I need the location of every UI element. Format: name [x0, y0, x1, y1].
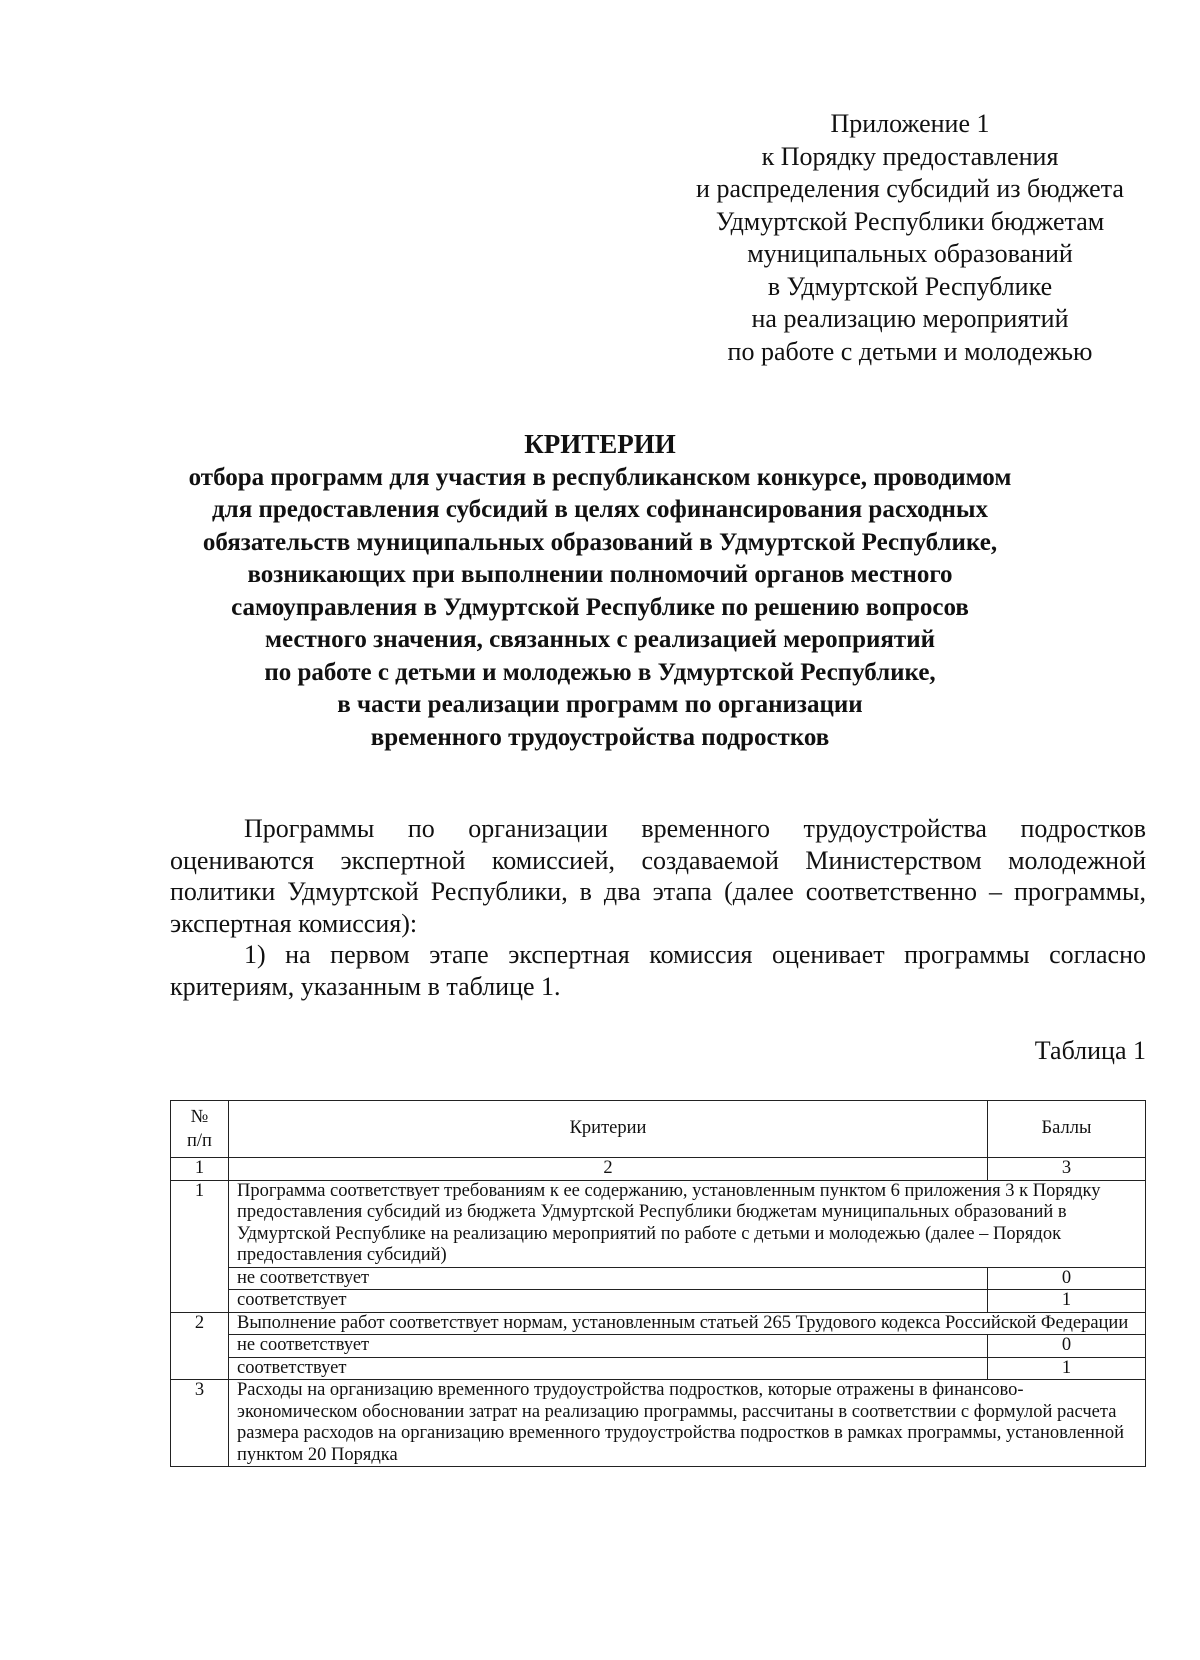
- appendix-line: на реализацию мероприятий: [751, 304, 1069, 333]
- criterion-text: Выполнение работ соответствует нормам, установленным статьей 265 Трудового кодекса Российской Федерации: [229, 1312, 1146, 1335]
- criterion-text: Программа соответствует требованиям к ее содержанию, установленным пунктом 6 приложения 3 к Порядку предоставления субсидий из бюджета Удмуртской Республики бюджетам муниципальных образований в Удмуртской Республике на реализацию мероприятий по работе с детьми и молодежью (далее – Порядок предоставления субсидий): [229, 1180, 1146, 1267]
- table-option-row: [171, 1290, 1146, 1313]
- appendix-block: [660, 108, 1160, 368]
- index-cell-points: 3: [988, 1158, 1146, 1181]
- heading-subtitle-line: отбора программ для участия в республиканском конкурсе, проводимом: [188, 463, 1012, 491]
- body-text: [170, 813, 1146, 1002]
- option-label: соответствует: [229, 1290, 988, 1313]
- option-label: не соответствует: [229, 1267, 988, 1290]
- body-paragraph-1: Программы по организации временного трудоустройства подростков оцениваются экспертной комиссией, создаваемой Министерством молодежной политики Удмуртской Республики, в два этапа (далее соответственно – программы, экспертная комиссия):: [170, 814, 1146, 938]
- heading-subtitle-line: возникающих при выполнении полномочий органов местного: [247, 561, 953, 588]
- appendix-line: по работе с детьми и молодежью: [727, 336, 1093, 366]
- table-index-row: [171, 1158, 1146, 1181]
- table-option-row: [171, 1267, 1146, 1290]
- heading-title: КРИТЕРИИ: [524, 429, 676, 459]
- index-cell-criteria: 2: [229, 1158, 988, 1181]
- criteria-table: [170, 1100, 1146, 1467]
- body-paragraph-2: 1) на первом этапе экспертная комиссия оценивает программы согласно критериям, указанным в таблице 1.: [170, 940, 1146, 1001]
- table-header-row: [171, 1101, 1146, 1158]
- heading-subtitle-line: временного трудоустройства подростков: [370, 723, 830, 751]
- appendix-line: Удмуртской Республики бюджетам: [715, 206, 1105, 236]
- table-option-row: [171, 1357, 1146, 1380]
- appendix-line: в Удмуртской Республике: [767, 271, 1053, 301]
- header-criteria-cell: Критерии: [229, 1101, 988, 1158]
- table-option-row: [171, 1335, 1146, 1358]
- header-points-cell: Баллы: [988, 1101, 1146, 1158]
- row-number: 1: [171, 1180, 229, 1312]
- table-row: [171, 1380, 1146, 1467]
- heading-subtitle-line: обязательств муниципальных образований в Удмуртской Республике,: [202, 528, 998, 556]
- table-row: [171, 1180, 1146, 1267]
- heading-subtitle-line: самоуправления в Удмуртской Республике по решению вопросов: [231, 593, 969, 621]
- header-num-cell: [171, 1101, 229, 1158]
- appendix-line: Приложение 1: [830, 109, 990, 138]
- option-points: 0: [988, 1267, 1146, 1290]
- header-num-symbol: №: [190, 1107, 209, 1127]
- table-caption: Таблица 1: [1034, 1036, 1146, 1065]
- heading-subtitle-line: для предоставления субсидий в целях софинансирования расходных: [212, 496, 988, 523]
- option-label: соответствует: [229, 1357, 988, 1380]
- row-number: 3: [171, 1380, 229, 1467]
- header-num-label: п/п: [187, 1131, 212, 1151]
- row-number: 2: [171, 1312, 229, 1380]
- option-points: 1: [988, 1290, 1146, 1313]
- option-label: не соответствует: [229, 1335, 988, 1358]
- criterion-text: Расходы на организацию временного трудоустройства подростков, которые отражены в финансово-экономическом обосновании затрат на реализацию программы, рассчитаны в соответствии с формулой расчета размера расходов на организацию временного трудоустройства подростков в рамках программы, установленной пунктом 20 Порядка: [229, 1380, 1146, 1467]
- appendix-line: муниципальных образований: [747, 239, 1073, 268]
- appendix-line: и распределения субсидий из бюджета: [696, 174, 1124, 203]
- document-heading: [60, 428, 1140, 754]
- option-points: 1: [988, 1357, 1146, 1380]
- appendix-line: к Порядку предоставления: [761, 141, 1059, 171]
- table-row: [171, 1312, 1146, 1335]
- heading-subtitle-line: в части реализации программ по организации: [337, 691, 863, 718]
- index-cell-num: 1: [171, 1158, 229, 1181]
- heading-subtitle-line: по работе с детьми и молодежью в Удмуртской Республике,: [264, 658, 936, 686]
- option-points: 0: [988, 1335, 1146, 1358]
- heading-subtitle-line: местного значения, связанных с реализацией мероприятий: [264, 626, 936, 653]
